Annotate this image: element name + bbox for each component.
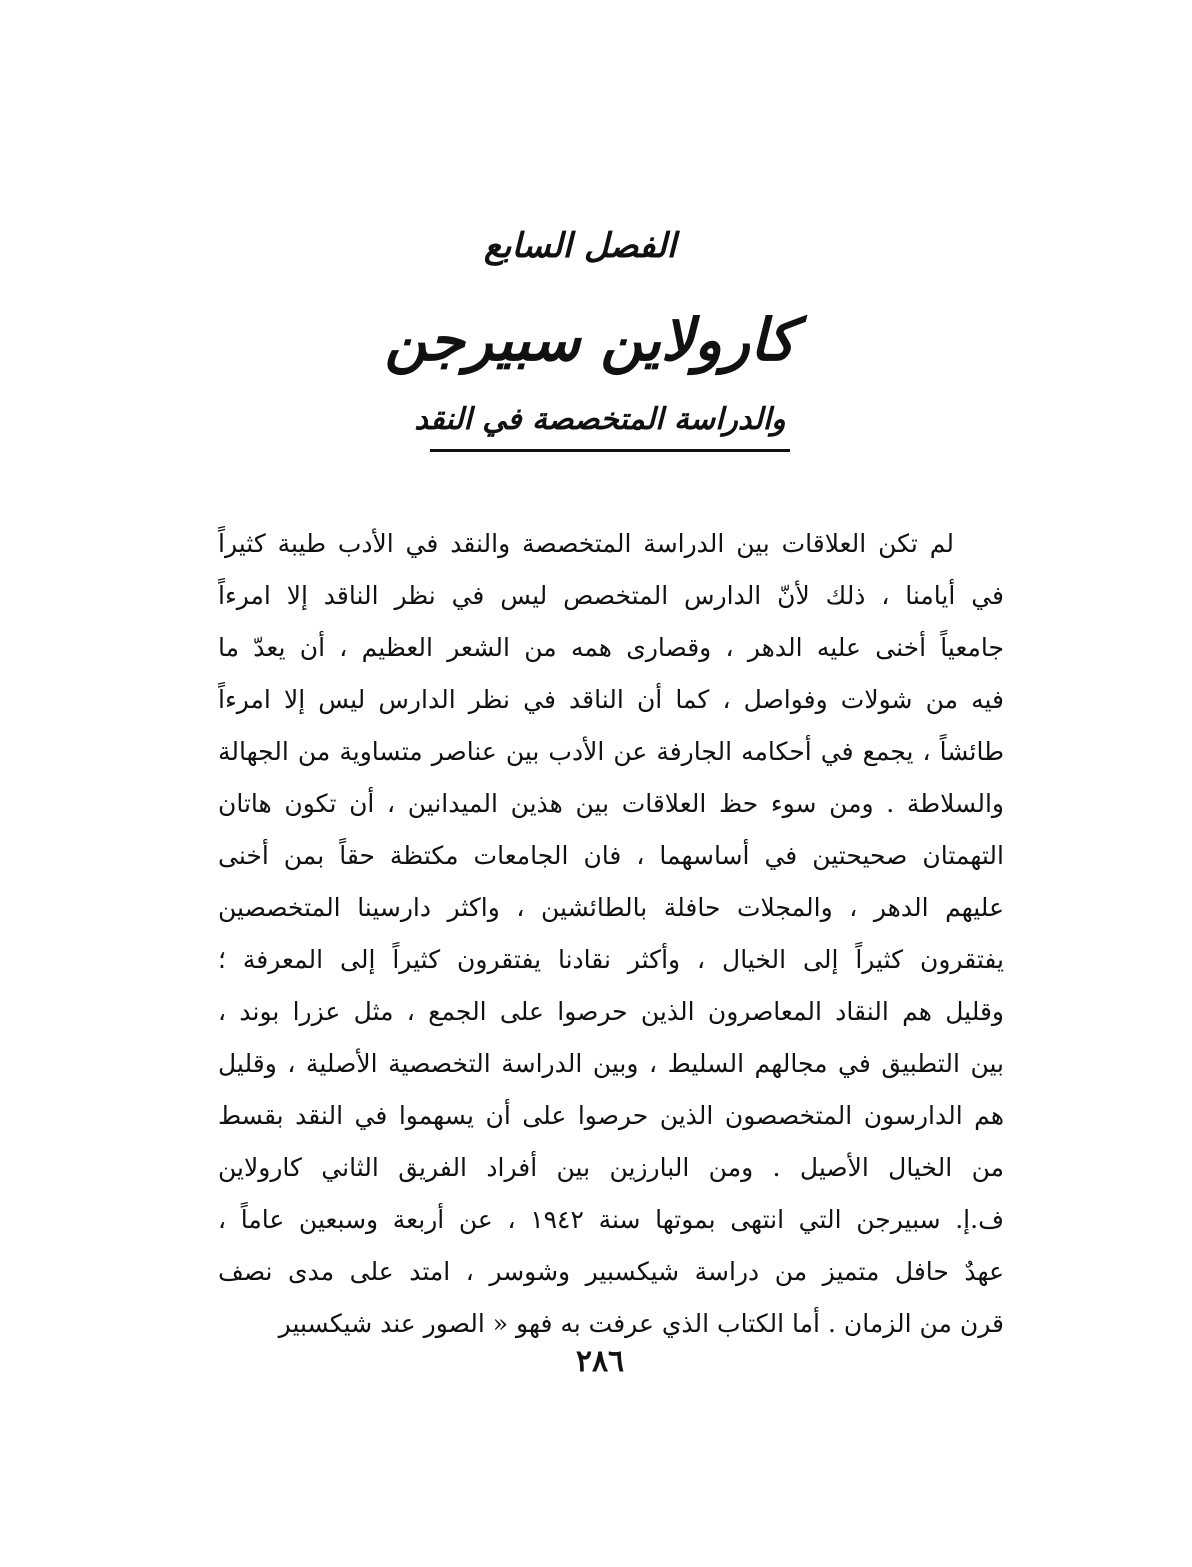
body-line: فيه من شولات وفواصل ، كما أن الناقد في نظر الدارس ليس إلا امرءاً	[218, 685, 1004, 714]
chapter-title: كارولاين سبيرجن	[384, 306, 796, 374]
body-line: التهمتان صحيحتين في أساسهما ، فان الجامعات مكتظة حقاً بمن أخنى	[218, 841, 1004, 870]
chapter-label: الفصل السابع	[483, 226, 677, 266]
body-line: في أيامنا ، ذلك لأنّ الدارس المتخصص ليس في نظر الناقد إلا امرءاً	[218, 581, 1004, 610]
body-line: هم الدارسون المتخصصون الذين حرصوا على أن يسهموا في النقد بقسط	[218, 1101, 1004, 1130]
body-line: عهدٌ حافل متميز من دراسة شيكسبير وشوسر ، امتد على مدى نصف	[218, 1257, 1004, 1286]
body-line: من الخيال الأصيل . ومن البارزين بين أفراد الفريق الثاني كارولاين	[218, 1153, 1004, 1182]
body-line: يفتقرون كثيراً إلى الخيال ، وأكثر نقادنا يفتقرون كثيراً إلى المعرفة ؛	[218, 945, 1004, 974]
body-line: قرن من الزمان . أما الكتاب الذي عرفت به فهو « الصور عند شيكسبير	[278, 1309, 1004, 1338]
body-paragraph	[218, 518, 1004, 1350]
body-line: بين التطبيق في مجالهم السليط ، وبين الدراسة التخصصية الأصلية ، وقليل	[218, 1049, 1004, 1078]
body-line: عليهم الدهر ، والمجلات حافلة بالطائشين ، واكثر دارسينا المتخصصين	[218, 893, 1004, 922]
chapter-subtitle: والدراسة المتخصصة في النقد	[414, 402, 786, 437]
body-line: لم تكن العلاقات بين الدراسة المتخصصة والنقد في الأدب طيبة كثيراً	[218, 529, 954, 558]
page-number: ٢٨٦	[575, 1344, 625, 1379]
body-line: طائشاً ، يجمع في أحكامه الجارفة عن الأدب بين عناصر متساوية من الجهالة	[218, 737, 1004, 766]
title-underline-rule	[430, 449, 790, 452]
body-line: جامعياً أخنى عليه الدهر ، وقصارى همه من الشعر العظيم ، أن يعدّ ما	[218, 633, 1004, 662]
body-line: وقليل هم النقاد المعاصرون الذين حرصوا على الجمع ، مثل عزرا بوند ،	[218, 997, 1004, 1026]
body-line: ف.إ. سبيرجن التي انتهى بموتها سنة ١٩٤٢ ، عن أربعة وسبعين عاماً ،	[218, 1205, 1004, 1234]
body-line: والسلاطة . ومن سوء حظ العلاقات بين هذين الميدانين ، أن تكون هاتان	[218, 789, 1004, 818]
